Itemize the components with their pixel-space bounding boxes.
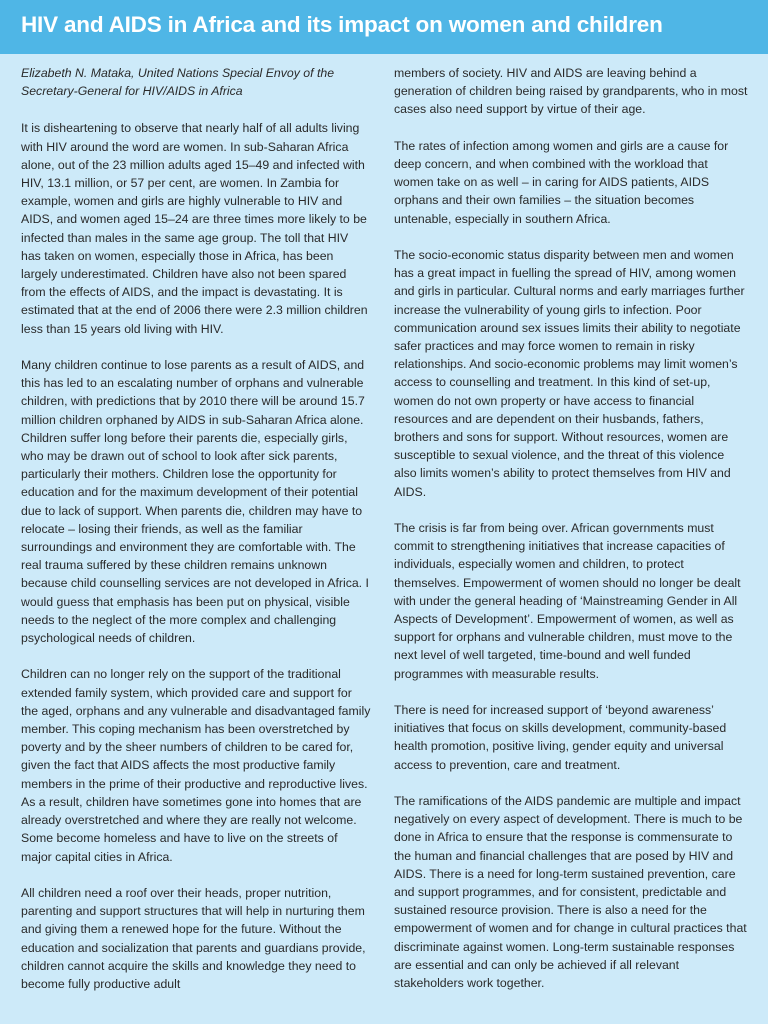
- paragraph: The ramifications of the AIDS pandemic are multiple and impact negatively on every aspect of development. There is much to be done in Africa to ensure that the response is commensurate to the human and financial challenges that are posed by HIV and AIDS. There is a need for long-term sustained prevention, care and support programmes, and for consistent, predictable and sustained resource provision. There is also a need for the empowerment of women and for change in cultural practices that discriminate against women. Long-term sustainable responses are essential and can only be achieved if all relevant stakeholders work together.: [394, 794, 747, 991]
- paragraph: It is disheartening to observe that nearly half of all adults living with HIV around the word are women. In sub-Saharan Africa alone, out of the 23 million adults aged 15–49 and infected with HIV, 13.1 million, or 57 per cent, are women. In Zambia for example, women and girls are highly vulnerable to HIV and AIDS, and women aged 15–24 are three times more likely to be infected than males in the same age group. The toll that HIV has taken on women, especially those in Africa, has been largely underestimated. Children have also not been spared from the effects of AIDS, and the impact is devastating. It is estimated that at the end of 2006 there were 2.3 million children less than 15 years old living with HIV.: [21, 121, 368, 336]
- page-title: HIV and AIDS in Africa and its impact on women and children: [21, 12, 663, 37]
- left-column: [21, 64, 371, 1011]
- author-byline: Elizabeth N. Mataka, United Nations Special Envoy of the Secretary-General for HIV/AIDS in Africa: [21, 66, 335, 99]
- paragraph: There is need for increased support of ‘beyond awareness’ initiatives that focus on skills development, community-based health promotion, positive living, gender equity and universal access to prevention, care and treatment.: [394, 703, 727, 772]
- paragraph: The socio-economic status disparity between men and women has a great impact in fuelling the spread of HIV, among women and girls in particular. Cultural norms and early marriages further increase the vulnerability of young girls to infection. Poor communication around sex issues limits their ability to negotiate safer practices and may force women to remain in risky relationships. And socio-economic problems may limit women’s access to counselling and treatment. In this kind of set-up, women do not own property or have access to financial resources and are dependent on their husbands, fathers, brothers and sons for support. Without resources, women are susceptible to sexual violence, and the threat of this violence also limits women’s ability to protect themselves from HIV and AIDS.: [394, 248, 745, 499]
- paragraph: Many children continue to lose parents as a result of AIDS, and this has led to an escalating number of orphans and vulnerable children, with predictions that by 2010 there will be around 15.7 million children orphaned by AIDS in sub-Saharan Africa alone. Children suffer long before their parents die, especially girls, who may be drawn out of school to look after sick parents, particularly their mothers. Children lose the opportunity for education and for the maximum development of their potential due to lack of support. When parents die, children may have to relocate – losing their friends, as well as the familiar surroundings and environment they are comfortable with. The real trauma suffered by these children remains unknown because child counselling services are not developed in Africa. I would guess that emphasis has been put on physical, visible needs to the neglect of the more complex and challenging psychological needs of children.: [21, 358, 369, 646]
- paragraph: members of society. HIV and AIDS are leaving behind a generation of children being raised by grandparents, who in most cases also need support by virtue of their age.: [394, 66, 748, 117]
- right-column: [394, 64, 750, 1010]
- title-bar: [0, 0, 768, 54]
- paragraph: The rates of infection among women and girls are a cause for deep concern, and when combined with the workload that women take on as well – in caring for AIDS patients, AIDS orphans and their own families – the situation becomes untenable, especially in southern Africa.: [394, 138, 729, 226]
- paragraph: The crisis is far from being over. African governments must commit to strengthening initiatives that increase capacities of individuals, especially women and children, to protect themselves. Empowerment of women should no longer be dealt with under the general heading of ‘Mainstreaming Gender in All Aspects of Development’. Empowerment of women, as well as support for orphans and vulnerable children, must move to the next level of well targeted, time-bound and well funded programmes with measurable results.: [394, 521, 741, 681]
- paragraph: All children need a roof over their heads, proper nutrition, parenting and support structures that will help in nurturing them and giving them a renewed hope for the future. Without the education and socialization that parents and guardians provide, children cannot acquire the skills and knowledge they need to become fully productive adult: [21, 885, 366, 991]
- paragraph: Children can no longer rely on the support of the traditional extended family system, which provided care and support for the aged, orphans and any vulnerable and disadvantaged family member. This coping mechanism has been overstretched by poverty and by the sheer numbers of children to be cared for, given the fact that AIDS affects the most productive family members in the prime of their productive and reproductive lives. As a result, children have sometimes gone into homes that are already overstretched and where they are really not welcome. Some become homeless and have to live on the streets of major capital cities in Africa.: [21, 667, 371, 864]
